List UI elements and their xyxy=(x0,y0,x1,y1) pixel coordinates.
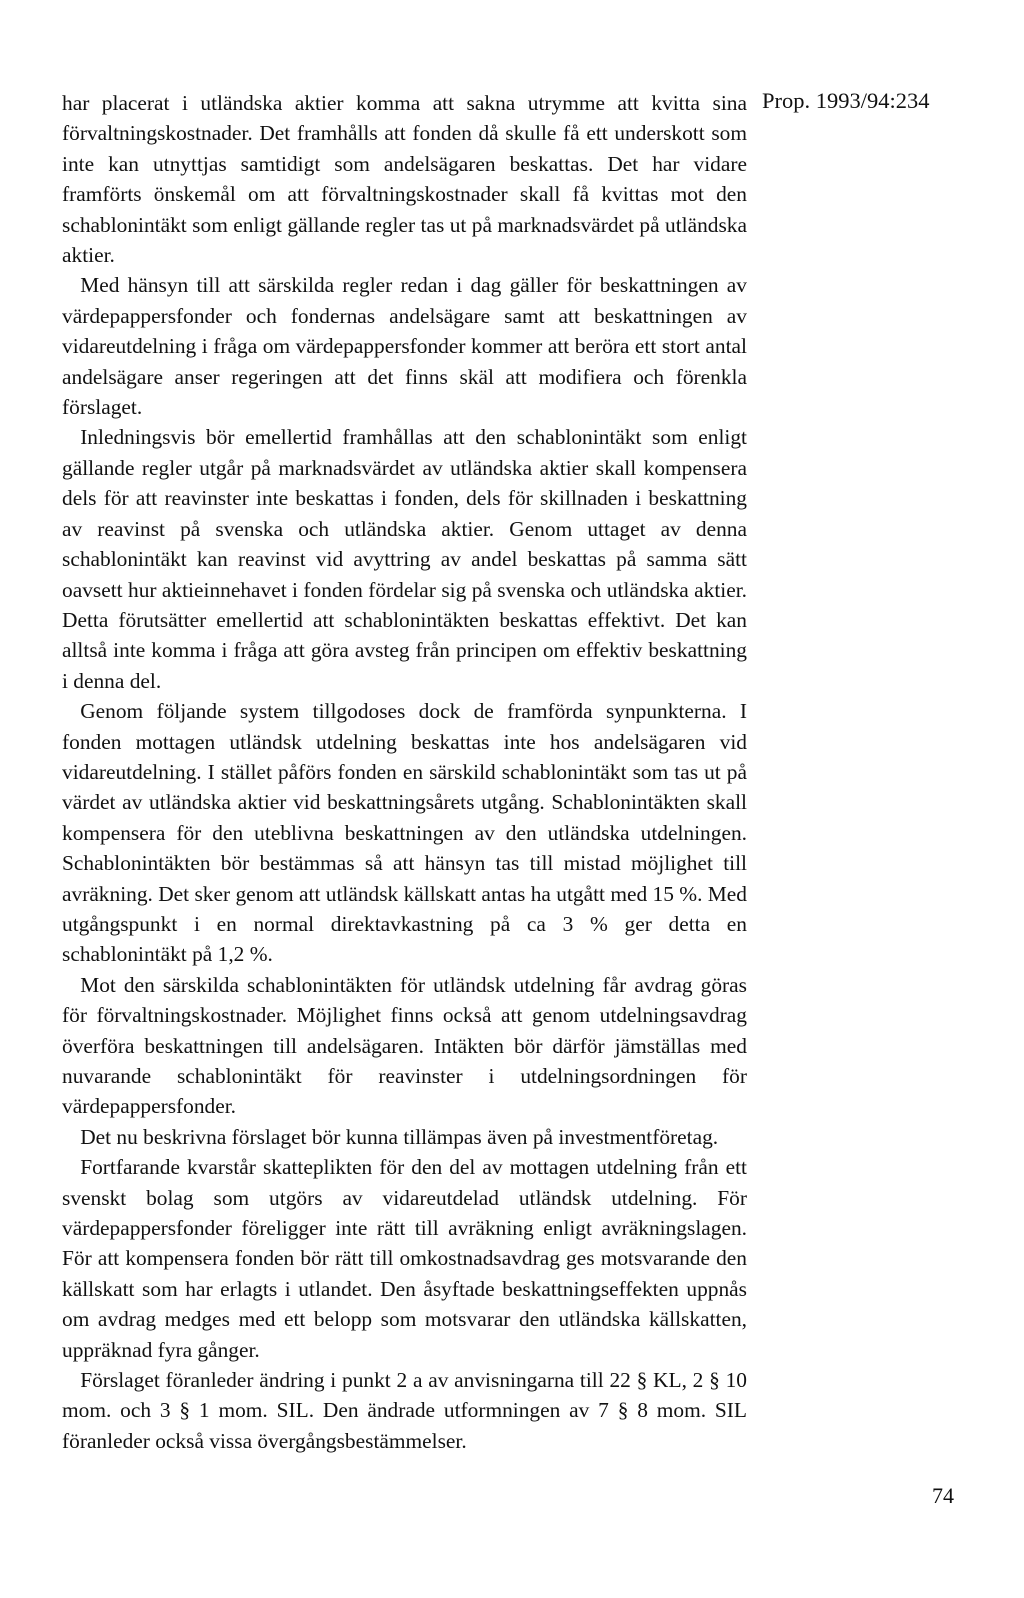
paragraph-4: Genom följande system tillgodoses dock de framförda synpunkterna. I fonden mottagen utländsk utdelning beskattas inte hos andelsägaren vid vidareutdelning. I stället påförs fonden en särskild schablonintäkt som tas ut på värdet av utländska aktier vid beskattningsårets utgång. Schablonintäkten skall kompensera för den uteblivna beskattningen av den utländska utdelningen. Schablonintäkten bör bestämmas så att hänsyn tas till mistad möjlighet till avräkning. Det sker genom att utländsk källskatt antas ha utgått med 15 %. Med utgångspunkt i en normal direktavkastning på ca 3 % ger detta en schablonintäkt på 1,2 %. xyxy=(62,699,747,967)
paragraph-6: Det nu beskrivna förslaget bör kunna tillämpas även på investmentföretag. xyxy=(80,1124,719,1149)
paragraph-2: Med hänsyn till att särskilda regler redan i dag gäller för beskattningen av värdepappersfonder och fondernas andelsägare samt att beskattningen av vidareutdelning i fråga om värdepappersfonder kommer att beröra ett stort antal andelsägare anser regeringen att det finns skäl att modifiera och förenkla förslaget. xyxy=(62,273,747,420)
page-number: 74 xyxy=(932,1483,954,1508)
paragraph-7: Fortfarande kvarstår skatteplikten för den del av mottagen utdelning från ett svenskt bolag som utgörs av vidareutdelad utländsk utdelning. För värdepappersfonder föreligger inte rätt till avräkning enligt avräkningslagen. För att kompensera fonden bör rätt till omkostnadsavdrag ges motsvarande den källskatt som har erlagts i utlandet. Den åsyftade beskattningseffekten uppnås om avdrag medges med ett belopp som motsvarar den utländska källskatten, uppräknad fyra gånger. xyxy=(62,1155,747,1362)
paragraph-8: Förslaget föranleder ändring i punkt 2 a av anvisningarna till 22 § KL, 2 § 10 mom. och 3 § 1 mom. SIL. Den ändrade utformningen av 7 § 8 mom. SIL föranleder också vissa övergångsbestämmelser. xyxy=(62,1368,747,1453)
paragraph-5: Mot den särskilda schablonintäkten för utländsk utdelning får avdrag göras för förvaltningskostnader. Möjlighet finns också att genom utdelningsavdrag överföra beskattningen till andelsägaren. Intäkten bör därför jämställas med nuvarande schablonintäkt för reavinster i utdelningsordningen för värdepappersfonder. xyxy=(62,972,747,1119)
body-text xyxy=(62,88,747,1456)
paragraph-1: har placerat i utländska aktier komma att sakna utrymme att kvitta sina förvaltningskostnader. Det framhålls att fonden då skulle få ett underskott som inte kan utnyttjas samtidigt som andelsägaren beskattas. Det har vidare framförts önskemål om att förvaltningskostnader skall få kvittas mot den schablonintäkt som enligt gällande regler tas ut på marknadsvärdet på utländska aktier. xyxy=(62,91,747,268)
paragraph-3: Inledningsvis bör emellertid framhållas att den schablonintäkt som enligt gällande regler utgår på marknadsvärdet av utländska aktier skall kompensera dels för att reavinster inte beskattas i fonden, dels för skillnaden i beskattning av reavinst på svenska och utländska aktier. Genom uttaget av denna schablonintäkt kan reavinst vid avyttring av andel beskattas på samma sätt oavsett hur aktieinnehavet i fonden fördelar sig på svenska och utländska aktier. Detta förutsätter emellertid att schablonintäkten beskattas effektivt. Det kan alltså inte komma i fråga att göra avsteg från principen om effektiv beskattning i denna del. xyxy=(62,425,747,693)
page-header-reference: Prop. 1993/94:234 xyxy=(762,88,930,113)
